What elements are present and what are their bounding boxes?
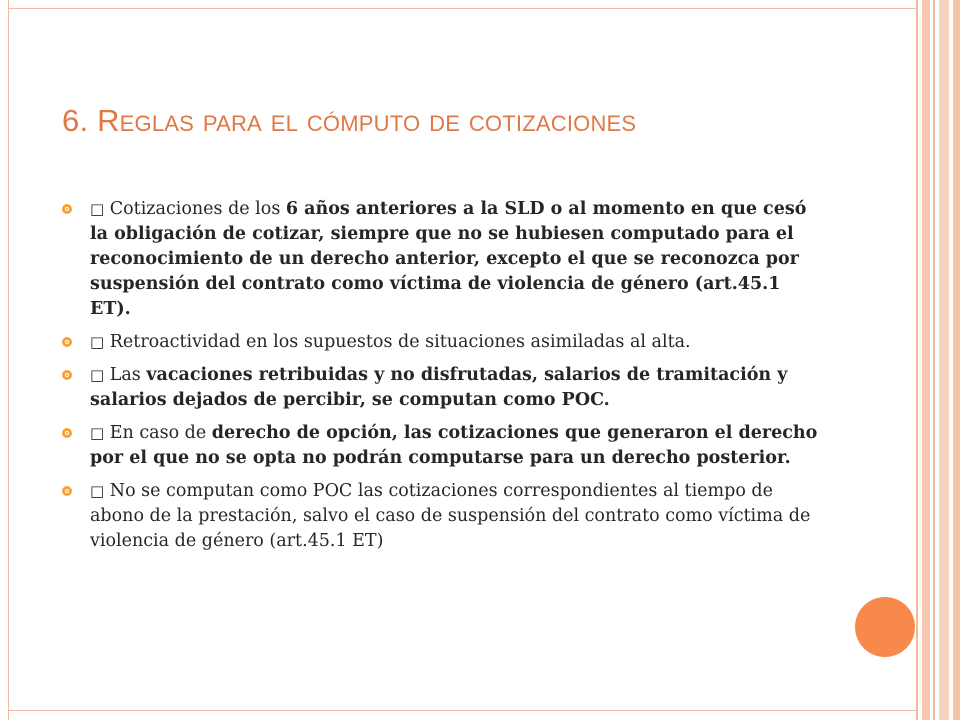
- bullet-text: Las: [104, 365, 147, 385]
- stripe: [933, 0, 935, 720]
- stripe: [916, 0, 918, 720]
- box-glyph-icon: □: [90, 333, 105, 351]
- bullet-icon: [62, 337, 72, 347]
- bullet-text: Retroactividad en los supuestos de situaciones asimiladas al alta.: [104, 332, 691, 352]
- slide-title: 6. Reglas para el cómputo de cotizaciones: [62, 103, 637, 138]
- box-glyph-icon: □: [90, 200, 105, 218]
- bullet-icon: [62, 486, 72, 496]
- frame-top-line: [8, 8, 916, 9]
- bullet-text-bold: 6 años anteriores a la SLD o al momento en que cesó la obligación de cotizar, siempre que no se hubiesen computado para el reconocimiento de un derecho anterior, excepto el que se reconozca por suspensión del contrato como víctima de violencia de género (art.45.1 ET).: [90, 199, 807, 319]
- bullet-item: [60, 363, 820, 413]
- bullet-item: [60, 197, 820, 322]
- title-underline: [62, 143, 874, 144]
- frame-bottom-line: [8, 710, 916, 711]
- decorative-circle: [855, 597, 915, 657]
- box-glyph-icon: □: [90, 366, 105, 384]
- bullet-item: [60, 479, 820, 554]
- bullet-icon: [62, 428, 72, 438]
- bullet-icon: [62, 370, 72, 380]
- stripe: [939, 0, 949, 720]
- bullet-text: En caso de: [104, 423, 212, 443]
- bullet-text: No se computan como POC las cotizaciones correspondientes al tiempo de abono de la prestación, salvo el caso de suspensión del contrato como víctima de violencia de género (art.45.1 ET): [90, 481, 811, 551]
- bullet-list: [60, 197, 820, 562]
- bullet-item: [60, 330, 820, 355]
- decorative-stripes: [916, 0, 960, 720]
- bullet-text-bold: vacaciones retribuidas y no disfrutadas, salarios de tramitación y salarios dejados de percibir, se computan como POC.: [90, 365, 788, 410]
- bullet-text: Cotizaciones de los: [104, 199, 286, 219]
- stripe: [953, 0, 960, 720]
- box-glyph-icon: □: [90, 424, 105, 442]
- box-glyph-icon: □: [90, 482, 105, 500]
- bullet-text-bold: derecho de opción, las cotizaciones que generaron el derecho por el que no se opta no podrán computarse para un derecho posterior.: [90, 423, 818, 468]
- bullet-icon: [62, 204, 72, 214]
- bullet-item: [60, 421, 820, 471]
- stripe: [922, 0, 930, 720]
- frame-left-line: [8, 0, 9, 720]
